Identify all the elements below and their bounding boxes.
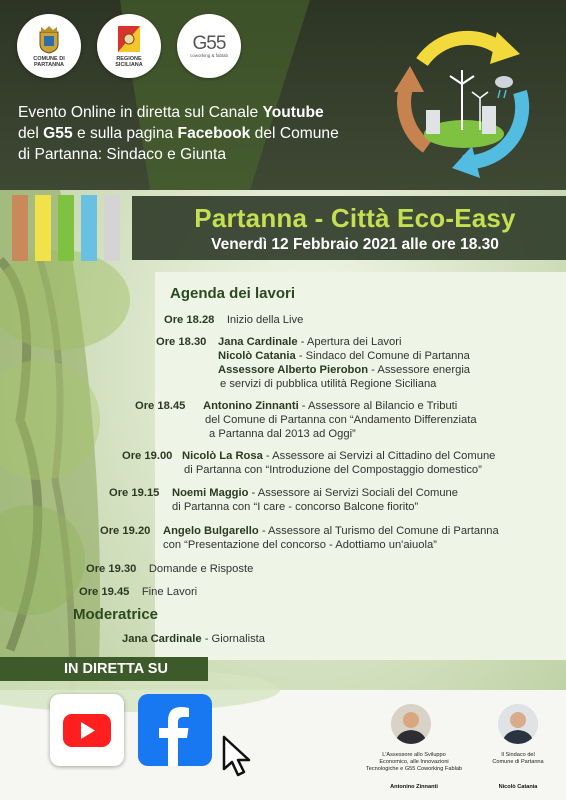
agenda-text: a Partanna dal 2013 ad Oggi” — [209, 428, 356, 440]
avatar-zinnanti — [391, 704, 431, 744]
agenda-text: - Assessore energia — [368, 364, 471, 376]
speaker-name: Noemi Maggio — [172, 487, 249, 499]
agenda-heading: Agenda dei lavori — [170, 285, 296, 302]
caption-line: Economico, alle Innovazioni — [379, 759, 449, 765]
g55-text: G55 — [192, 32, 226, 54]
speaker-name: Assessore Alberto Pierobon — [218, 364, 369, 376]
intro-line2a: del — [18, 125, 44, 142]
regione-caption: REGIONE SICILIANA — [115, 56, 143, 68]
caption-line: Tecnologiche e G55 Coworking Fablab — [365, 766, 463, 772]
agenda-text: - Assessore al Turismo del Comune di Partanna — [258, 525, 499, 537]
agenda-item — [122, 449, 495, 477]
g55-logo — [177, 14, 241, 78]
agenda-item — [86, 562, 253, 576]
intro-line1: Evento Online in diretta sul Canale — [18, 104, 263, 121]
regione-siciliana-logo — [97, 14, 161, 78]
catania-caption — [478, 752, 558, 766]
zinnanti-caption — [356, 752, 472, 773]
intro-g55: G55 — [43, 125, 73, 142]
moderatrice-line — [122, 632, 265, 646]
moderatrice-role: - Giornalista — [201, 633, 266, 645]
in-diretta-banner: IN DIRETTA SU — [0, 657, 208, 681]
agenda-text: - Sindaco del Comune di Partanna — [295, 350, 470, 362]
avatar-catania — [498, 704, 538, 744]
agenda-time: Ore 19.30 — [86, 563, 137, 575]
agenda-item — [100, 524, 499, 552]
zinnanti-name: Antonino Zinnanti — [390, 784, 438, 790]
agenda-time: Ore 19.00 — [122, 450, 173, 462]
intro-text — [18, 102, 378, 165]
cursor-icon — [221, 735, 255, 779]
speaker-name: Nicolò Catania — [218, 350, 296, 362]
agenda-item — [109, 486, 458, 514]
event-title: Partanna - Città Eco-Easy — [194, 203, 516, 233]
stripe-blue — [81, 195, 97, 261]
youtube-icon — [50, 694, 124, 766]
intro-line3: di Partanna: Sindaco e Giunta — [18, 146, 227, 163]
agenda-text: Fine Lavori — [141, 586, 198, 598]
agenda-time: Ore 19.15 — [109, 487, 160, 499]
g55-subtext: coworking & fablab — [189, 52, 229, 58]
agenda-item — [164, 313, 303, 327]
intro-line2c: e sulla pagina — [72, 125, 178, 142]
coat-of-arms-icon — [37, 24, 61, 54]
agenda-text: e servizi di pubblica utilità Regione Siciliana — [220, 378, 437, 390]
agenda-text: Inizio della Live — [226, 314, 304, 326]
event-date: Venerdì 12 Febbraio 2021 alle ore 18.30 — [211, 236, 499, 253]
agenda-text: con “Presentazione del concorso - Adottiamo un'aiuola” — [163, 539, 437, 551]
agenda-time: Ore 19.45 — [79, 586, 130, 598]
agenda-text: Domande e Risposte — [148, 563, 254, 575]
agenda-time: Ore 18.30 — [156, 336, 207, 348]
agenda-time: Ore 18.28 — [164, 314, 215, 326]
caption-line: Comune di Partanna — [492, 759, 544, 765]
agenda-text: - Apertura dei Lavori — [297, 336, 402, 348]
stripe-brown — [12, 195, 28, 261]
intro-facebook: Facebook — [177, 125, 251, 142]
facebook-button[interactable] — [138, 694, 212, 766]
agenda-text: di Partanna con “I care - concorso Balcone fiorito” — [172, 501, 419, 513]
agenda-text: - Assessore al Bilancio e Tributi — [298, 400, 458, 412]
trinacria-icon — [116, 24, 142, 54]
moderatrice-heading: Moderatrice — [73, 606, 159, 623]
youtube-button[interactable] — [50, 694, 124, 766]
person-photo — [391, 704, 431, 744]
catania-name: Nicolò Catania — [498, 784, 538, 790]
stripe-yellow — [35, 195, 51, 261]
comune-partanna-logo — [17, 14, 81, 78]
agenda-time: Ore 19.20 — [100, 525, 151, 537]
stripe-green — [58, 195, 74, 261]
agenda-item — [156, 335, 470, 391]
speaker-name: Angelo Bulgarello — [163, 525, 259, 537]
speaker-name: Antonino Zinnanti — [203, 400, 299, 412]
caption-line: Il Sindaco del — [501, 752, 535, 758]
agenda-text: - Assessore ai Servizi al Cittadino del Comune — [262, 450, 496, 462]
eco-recycle-icon — [392, 22, 532, 182]
agenda-item — [135, 399, 477, 441]
facebook-icon — [138, 694, 212, 766]
agenda-text: di Partanna con “Introduzione del Compostaggio domestico” — [184, 464, 482, 476]
person-photo — [498, 704, 538, 744]
intro-youtube: Youtube — [262, 104, 324, 121]
stripe-grey — [104, 195, 120, 261]
speaker-name: Nicolò La Rosa — [182, 450, 263, 462]
intro-line2e: del Comune — [250, 125, 339, 142]
agenda-text: del Comune di Partanna con “Andamento Differenziata — [205, 414, 477, 426]
caption-line: L'Assessore allo Sviluppo — [382, 752, 446, 758]
speaker-name: Jana Cardinale — [218, 336, 298, 348]
agenda-item — [79, 585, 197, 599]
moderatrice-name: Jana Cardinale — [122, 633, 202, 645]
agenda-time: Ore 18.45 — [135, 400, 186, 412]
agenda-text: - Assessore ai Servizi Sociali del Comune — [248, 487, 458, 499]
comune-caption: COMUNE DI PARTANNA — [33, 56, 65, 68]
